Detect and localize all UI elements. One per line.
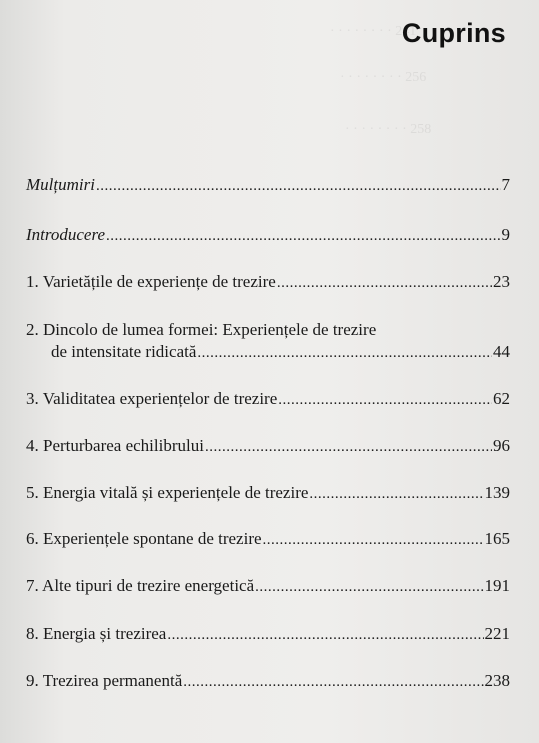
page-title: Cuprins	[401, 18, 506, 48]
toc-page-number: 221	[484, 624, 510, 643]
toc-entry-chapter-9	[26, 671, 510, 692]
toc-entry-label: 4. Perturbarea echilibrului	[26, 436, 204, 455]
toc-entry-chapter-1	[26, 272, 510, 293]
toc-entry-label: Mulțumiri	[26, 175, 95, 194]
dot-leader	[183, 672, 483, 692]
toc-entry-multumiri	[26, 175, 510, 196]
toc-entry-chapter-5	[26, 483, 510, 504]
show-through-texture: · · · · · · · · 256	[340, 70, 427, 85]
toc-entry-chapter-8	[26, 624, 510, 645]
toc-entry-chapter-6	[26, 529, 510, 550]
dot-leader	[278, 390, 492, 410]
toc-entry-label: 9. Trezirea permanentă	[26, 671, 183, 690]
toc-entry-chapter-4	[26, 436, 510, 457]
dot-leader	[277, 273, 492, 293]
toc-page-number: 238	[484, 671, 510, 690]
dot-leader	[255, 577, 483, 597]
toc-entry-label: Introducere	[26, 225, 105, 244]
dot-leader	[106, 226, 501, 246]
toc-page-number: 165	[484, 529, 510, 548]
toc-entry-label: 1. Varietățile de experiențe de trezire	[26, 272, 276, 291]
toc-entry-chapter-7	[26, 576, 510, 597]
dot-leader	[96, 176, 501, 196]
toc-entry-introducere	[26, 225, 510, 246]
toc-page-number: 44	[493, 342, 510, 361]
toc-page-number: 62	[493, 389, 510, 408]
toc-entry-label: 6. Experiențele spontane de trezire	[26, 529, 262, 548]
toc-page-number: 7	[501, 175, 510, 194]
toc-entry-label-line-2: de intensitate ridicată	[51, 342, 197, 361]
show-through-texture: · · · · · · · · 258	[345, 122, 432, 137]
dot-leader	[205, 437, 492, 457]
toc-entry-label: 8. Energia și trezirea	[26, 624, 167, 643]
toc-page-number: 191	[484, 576, 510, 595]
toc-entry-label: 7. Alte tipuri de trezire energetică	[26, 576, 255, 595]
dot-leader	[309, 484, 483, 504]
toc-page-number: 23	[493, 272, 510, 291]
toc-page-number: 96	[493, 436, 510, 455]
toc-page-number: 9	[501, 225, 510, 244]
toc-entry-label: 3. Validitatea experiențelor de trezire	[26, 389, 278, 408]
toc-page-number: 139	[484, 483, 510, 502]
dot-leader	[263, 530, 484, 550]
show-through-texture: · · · · · · · · 241	[330, 24, 417, 39]
toc-entry-chapter-3	[26, 389, 510, 410]
dot-leader	[197, 343, 492, 363]
toc-entry-chapter-2	[26, 320, 510, 363]
toc-entry-label: 5. Energia vitală și experiențele de trezire	[26, 483, 309, 502]
dot-leader	[167, 625, 483, 645]
toc-entry-label-line-1: 2. Dincolo de lumea formei: Experiențele de trezire	[26, 320, 377, 339]
